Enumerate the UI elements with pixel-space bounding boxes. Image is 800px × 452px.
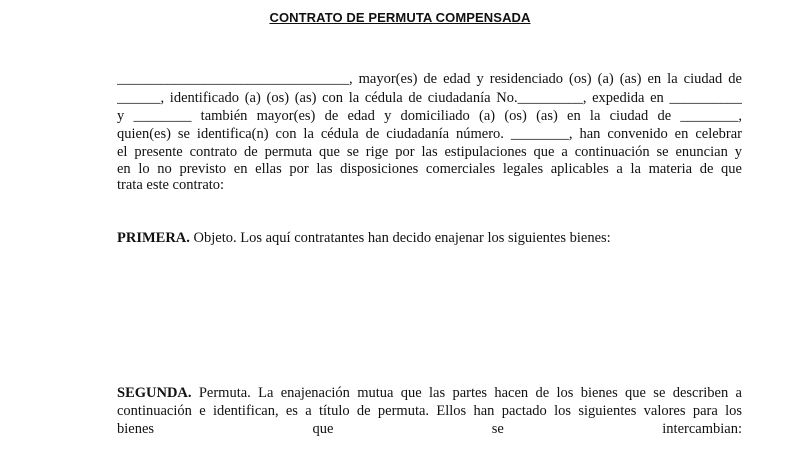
intro-line-1: ________________________________, mayor(es) de edad y residenciado (os) (a) (as) en la ciudad de [117,71,742,87]
intro-line-6: en lo no previsto en ellas por las disposiciones comerciales legales aplicables a la materia de que [117,161,742,177]
intro-line-5: el presente contrato de permuta que se rige por las estipulaciones que a continuación se enuncian y [117,144,742,160]
clause-segunda-line-2: continuación e identifican, es a título de permuta. Ellos han pactado los siguientes valores para los [117,403,742,419]
contract-title: CONTRATO DE PERMUTA COMPENSADA [269,10,531,25]
clause-segunda-heading: SEGUNDA. [117,385,192,401]
intro-line-2: ______, identificado (a) (os) (as) con la cédula de ciudadanía No._________, expedida en __________ [117,90,742,106]
clause-primera-heading-line [117,230,742,247]
intro-line-3: y ________ también mayor(es) de edad y domiciliado (a) (os) (as) en la ciudad de ________, [117,108,742,124]
clause-segunda-line-1 [117,385,742,402]
intro-line-7: trata este contrato: [117,177,225,193]
clause-segunda-text: Permuta. La enajenación mutua que las partes hacen de los bienes que se describen a [191,385,742,401]
clause-primera-text: Objeto. Los aquí contratantes han decido enajenar los siguientes bienes: [189,230,611,246]
clause-segunda-line-3: bienes que se intercambian: [117,421,742,437]
clause-primera-heading: PRIMERA. [117,230,190,246]
intro-line-4: quien(es) se identifica(n) con la cédula de ciudadanía número. ________, han convenido en celebrar [117,126,742,142]
